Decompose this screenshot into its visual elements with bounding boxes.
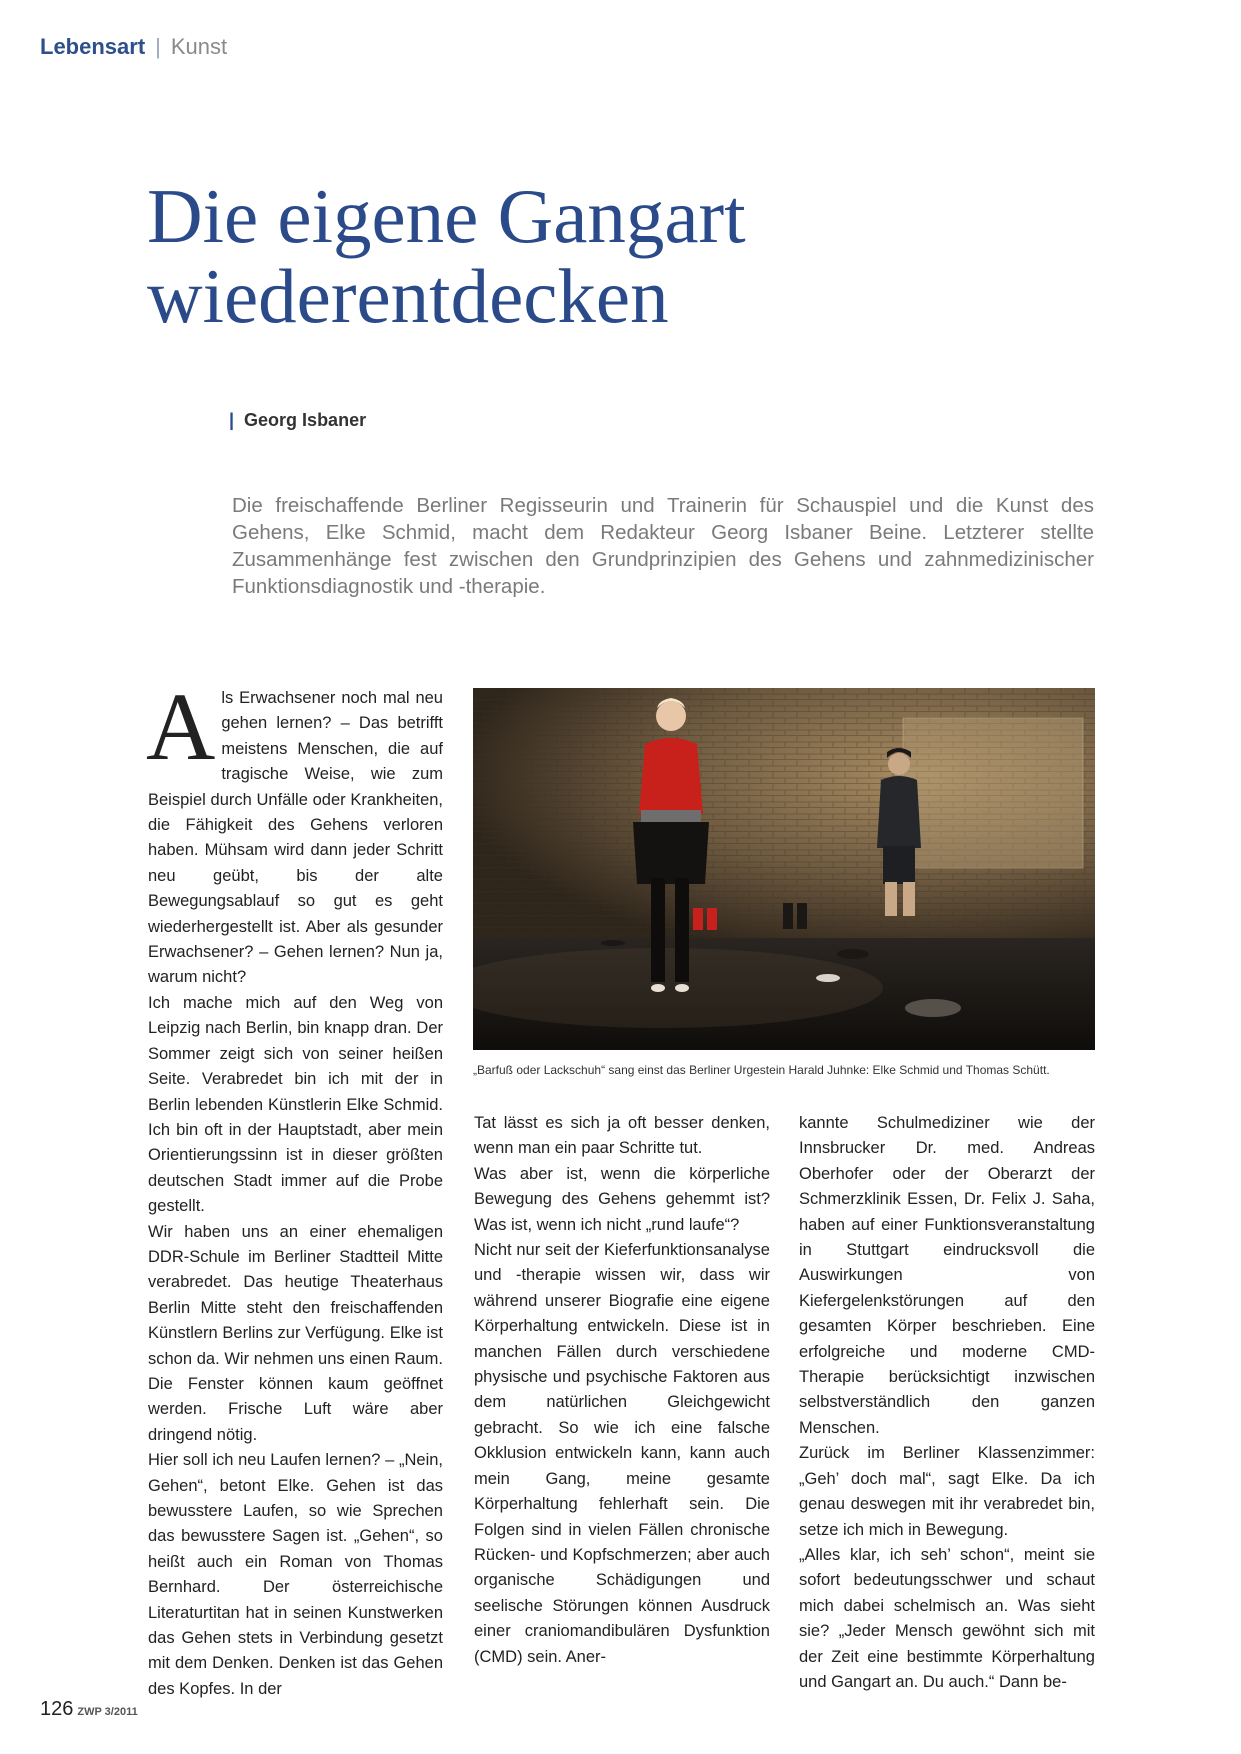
paragraph-text: ls Erwachsener noch mal neu gehen lernen? – Das betrifft meistens Menschen, die auf tragische Weise, wie zum Beispiel durch Unfälle oder Krankheiten, die Fähigkeit des Gehens verloren haben. Mühsam wird dann jeder Schritt neu geübt, bis der alte Bewegungsablauf so gut es geht wiederhergestellt ist. Aber als gesunder Erwachsener? – Gehen lernen? Nun ja, warum nicht? — [148, 689, 443, 987]
shoe-icon — [601, 940, 625, 946]
paragraph: Tat lässt es sich ja oft besser denken, wenn man ein paar Schritte tut. — [474, 1114, 770, 1158]
section-tag — [40, 34, 227, 60]
text-column-2 — [474, 1111, 770, 1670]
text-column-1 — [146, 673, 443, 1702]
title-line-1: Die eigene Gangart — [147, 173, 746, 259]
article-photo — [473, 688, 1095, 1050]
black-boot-icon — [797, 903, 807, 929]
shoe-icon — [837, 949, 869, 959]
paragraph: kannte Schulmediziner wie der Innsbrucker Dr. med. Andreas Oberhofer oder der Oberarzt der Schmerzklinik Essen, Dr. Felix J. Saha, haben auf einer Funktionsveranstaltung in Stuttgart eindrucksvoll die Auswirkungen von Kiefergelenkstörungen auf den gesamten Körper beschrieben. Eine erfolgreiche und moderne CMD-Therapie berücksichtigt inzwischen selbstverständlich den ganzen Menschen. — [799, 1114, 1095, 1437]
section-label: Lebensart — [40, 34, 146, 59]
publication-issue: ZWP 3/2011 — [77, 1706, 138, 1718]
paragraph: „Alles klar, ich seh’ schon“, meint sie sofort bedeutungsschwer und schaut mich dabei schelmisch an. Was sieht sie? „Jeder Mensch gewöhnt sich mit der Zeit eine bestimmte Körperhaltung und Gangart an. Du auch.“ Dann be- — [799, 1545, 1095, 1691]
text-column-3 — [799, 1111, 1095, 1695]
paragraph: Nicht nur seit der Kieferfunktionsanalyse und -therapie wissen wir, dass wir während unserer Biografie eine eigene Körperhaltung entwickeln. Diese ist in manchen Fällen durch verschiedene physische und psychische Faktoren aus dem natürlichen Gleichgewicht gebracht. So wie ich eine falsche Okklusion entwickeln kann, kann auch mein Gang, meine gesamte Körperhaltung fehlerhaft sein. Die Folgen sind in vielen Fällen chronische Rücken- und Kopfschmerzen; aber auch organische Schädigungen und seelische Störungen können Ausdruck einer craniomandibulären Dysfunktion (CMD) sein. Aner- — [474, 1241, 770, 1666]
section-divider: | — [155, 34, 161, 59]
page-number: 126 — [40, 1698, 74, 1720]
page-footer — [40, 1698, 138, 1721]
author-name: Georg Isbaner — [244, 410, 367, 430]
subsection-label: Kunst — [170, 34, 228, 59]
red-boot-icon — [693, 908, 703, 930]
black-boot-icon — [783, 903, 793, 929]
article-lead: Die freischaffende Berliner Regisseurin und Trainerin für Schauspiel und die Kunst des Gehens, Elke Schmid, macht dem Redakteur Georg Isbaner Beine. Letzterer stellte Zusammenhänge fest zwischen den Grundprinzipien des Gehens und zahnmedizinischer Funktionsdiagnostik und -therapie. — [232, 494, 1094, 598]
projection-screen — [903, 718, 1083, 868]
paragraph: Was aber ist, wenn die körperliche Bewegung des Gehens gehemmt ist? Was ist, wenn ich nicht „rund laufe“? — [474, 1164, 770, 1234]
paragraph: Wir haben uns an einer ehemaligen DDR-Schule im Berliner Stadtteil Mitte verabredet. Das heutige Theaterhaus Berlin Mitte steht den freischaffenden Künstlern Berlins zur Verfügung. Elke ist schon da. Wir nehmen uns einen Raum. Die Fenster können kaum geöffnet werden. Frische Luft wäre aber dringend nötig. — [148, 1222, 443, 1444]
byline-marker: | — [229, 410, 235, 430]
red-boot-icon — [707, 908, 717, 930]
photo-caption: „Barfuß oder Lackschuh“ sang einst das Berliner Urgestein Harald Juhnke: Elke Schmid und Thomas Schütt. — [473, 1063, 1050, 1077]
stage-photo-illustration — [473, 688, 1095, 1050]
shoe-icon — [816, 974, 840, 982]
article-title — [147, 173, 1147, 339]
paragraph — [146, 673, 443, 991]
author-byline — [229, 410, 366, 431]
paragraph: Hier soll ich neu Laufen lernen? – „Nein, Gehen“, betont Elke. Gehen ist das bewusstere Laufen, so wie Sprechen das bewusstere Sagen ist. „Gehen“, so heißt auch ein Roman von Thomas Bernhard. Der österreichische Literaturtitan hat in seinen Kunstwerken das Gehen stets in Verbindung gesetzt mit dem Denken. Denken ist das Gehen des Kopfes. In der — [148, 1451, 443, 1698]
title-line-2: wiederentdecken — [147, 253, 669, 339]
drop-cap: A — [146, 673, 216, 780]
sneaker-icon — [905, 999, 961, 1017]
paragraph: Zurück im Berliner Klassenzimmer: „Geh’ doch mal“, sagt Elke. Da ich genau deswegen mit ihr verabredet bin, setze ich mich in Bewegung. — [799, 1444, 1095, 1539]
paragraph: Ich mache mich auf den Weg von Leipzig nach Berlin, bin knapp dran. Der Sommer zeigt sich von seiner heißen Seite. Verabredet bin ich mit der in Berlin lebenden Künstlerin Elke Schmid. Ich bin oft in der Hauptstadt, aber mein Orientierungssinn ist in dieser größten deutschen Stadt immer auf die Probe gestellt. — [148, 993, 443, 1216]
